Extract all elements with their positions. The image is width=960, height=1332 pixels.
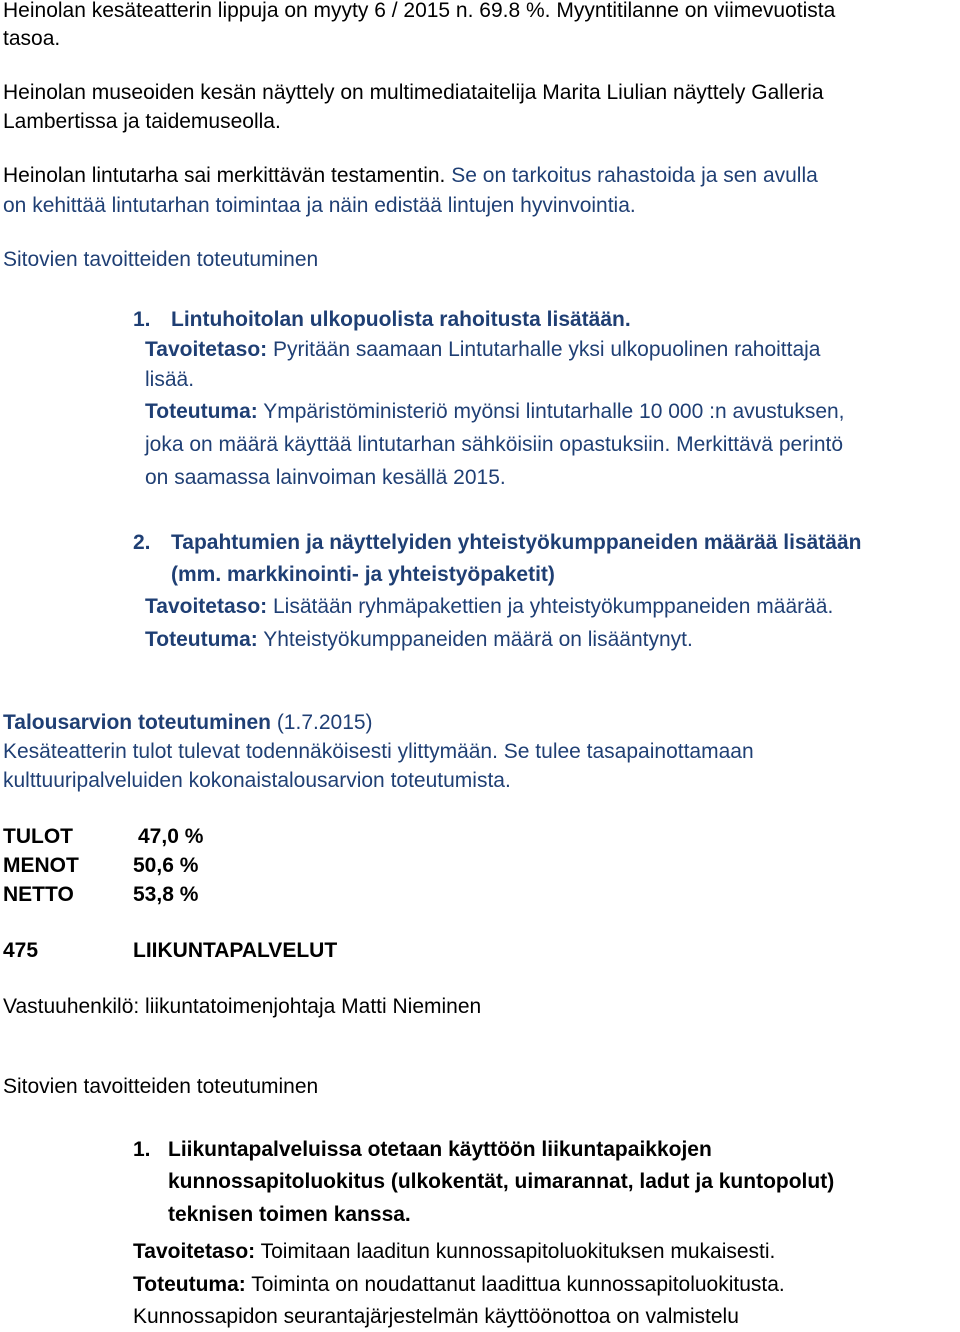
section-heading-binding-goals-2: Sitovien tavoitteiden toteutuminen bbox=[3, 1075, 319, 1098]
goal-1-target-label: Tavoitetaso: bbox=[145, 338, 268, 361]
figure-income-label: TULOT bbox=[3, 825, 73, 848]
figure-income-value: 47,0 % bbox=[138, 825, 204, 848]
goal-1-result-text: Ympäristöministeriö myönsi lintutarhalle 10 000 :n avustuksen, bbox=[263, 400, 845, 423]
budget-line-1: Kesäteatterin tulot tulevat todennäköisesti ylittymään. Se tulee tasapainottamaan bbox=[3, 740, 754, 763]
goal-1-result-line-3: on saamassa lainvoiman kesällä 2015. bbox=[145, 466, 506, 489]
budget-heading-title: Talousarvion toteutuminen bbox=[3, 711, 271, 734]
goal-3-title-line-3: teknisen toimen kanssa. bbox=[168, 1203, 411, 1226]
goal-3-result-label: Toteutuma: bbox=[133, 1273, 246, 1296]
paragraph-museum-line-2: Lambertissa ja taidemuseolla. bbox=[3, 110, 281, 133]
goal-1-title: Lintuhoitolan ulkopuolista rahoitusta lisätään. bbox=[171, 308, 631, 331]
goal-2-number: 2. bbox=[133, 531, 151, 554]
goal-2-target-text: Lisätään ryhmäpakettien ja yhteistyökumppaneiden määrää. bbox=[272, 595, 834, 618]
goal-1-result-line-2: joka on määrä käyttää lintutarhan sähköisiin opastuksiin. Merkittävä perintö bbox=[145, 433, 844, 456]
goal-3-target-label: Tavoitetaso: bbox=[133, 1240, 256, 1263]
goal-2-result-label: Toteutuma: bbox=[145, 628, 258, 651]
goal-3-title-line-1: Liikuntapalveluissa otetaan käyttöön liikuntapaikkojen bbox=[168, 1138, 712, 1161]
paragraph-theatre-line-2: tasoa. bbox=[3, 27, 61, 50]
paragraph-birdpark-sentence-2: Se on tarkoitus rahastoida ja sen avulla bbox=[451, 164, 818, 187]
budget-line-2: kulttuuripalveluiden kokonaistalousarvion toteutumista. bbox=[3, 769, 511, 792]
section-responsible: Vastuuhenkilö: liikuntatoimenjohtaja Matti Nieminen bbox=[3, 995, 482, 1018]
paragraph-birdpark-line-2: on kehittää lintutarhan toimintaa ja näin edistää lintujen hyvinvointia. bbox=[3, 194, 636, 217]
goal-3-title-line-2: kunnossapitoluokitus (ulkokentät, uimarannat, ladut ja kuntopolut) bbox=[168, 1170, 835, 1193]
goal-2-title-line-2: (mm. markkinointi- ja yhteistyöpaketit) bbox=[171, 563, 555, 586]
paragraph-museum-line-1: Heinolan museoiden kesän näyttely on multimediataitelija Marita Liulian näyttely Galleria bbox=[3, 81, 824, 104]
figure-expenses-value: 50,6 % bbox=[133, 854, 199, 877]
figure-net-value: 53,8 % bbox=[133, 883, 199, 906]
goal-1-number: 1. bbox=[133, 308, 151, 331]
goal-1-result-line-1 bbox=[145, 401, 845, 422]
paragraph-birdpark-line-1 bbox=[3, 165, 818, 186]
goal-2-result-text: Yhteistyökumppaneiden määrä on lisääntynyt. bbox=[263, 628, 693, 651]
goal-2-result bbox=[145, 629, 693, 650]
section-code: 475 bbox=[3, 939, 39, 962]
goal-2-target-label: Tavoitetaso: bbox=[145, 595, 268, 618]
section-heading-binding-goals: Sitovien tavoitteiden toteutuminen bbox=[3, 248, 319, 271]
paragraph-theatre-line-1: Heinolan kesäteatterin lippuja on myyty 6 / 2015 n. 69.8 %. Myyntitilanne on viimevuotista bbox=[3, 0, 836, 22]
figure-expenses-label: MENOT bbox=[3, 854, 79, 877]
paragraph-birdpark-sentence-1: Heinolan lintutarha sai merkittävän testamentin. bbox=[3, 164, 446, 187]
figure-net-label: NETTO bbox=[3, 883, 74, 906]
goal-1-target-text: Pyritään saamaan Lintutarhalle yksi ulkopuolinen rahoittaja bbox=[272, 338, 821, 361]
goal-1-target-line-2: lisää. bbox=[145, 368, 195, 391]
goal-3-target-text: Toimitaan laaditun kunnossapitoluokituksen mukaisesti. bbox=[260, 1240, 776, 1263]
goal-3-extra: Kunnossapidon seurantajärjestelmän käyttöönottoa on valmistelu bbox=[133, 1305, 739, 1328]
goal-2-title-line-1: Tapahtumien ja näyttelyiden yhteistyökumppaneiden määrää lisätään bbox=[171, 531, 862, 554]
budget-heading bbox=[3, 712, 373, 733]
goal-1-target-line-1 bbox=[145, 339, 820, 360]
goal-2-target bbox=[145, 596, 833, 617]
goal-3-result-text: Toiminta on noudattanut laadittua kunnossapitoluokitusta. bbox=[251, 1273, 785, 1296]
goal-1-result-label: Toteutuma: bbox=[145, 400, 258, 423]
goal-3-target bbox=[133, 1241, 775, 1262]
goal-3-result bbox=[133, 1274, 785, 1295]
goal-3-number: 1. bbox=[133, 1138, 151, 1161]
section-name: LIIKUNTAPALVELUT bbox=[133, 939, 338, 962]
budget-heading-date: (1.7.2015) bbox=[276, 711, 373, 734]
